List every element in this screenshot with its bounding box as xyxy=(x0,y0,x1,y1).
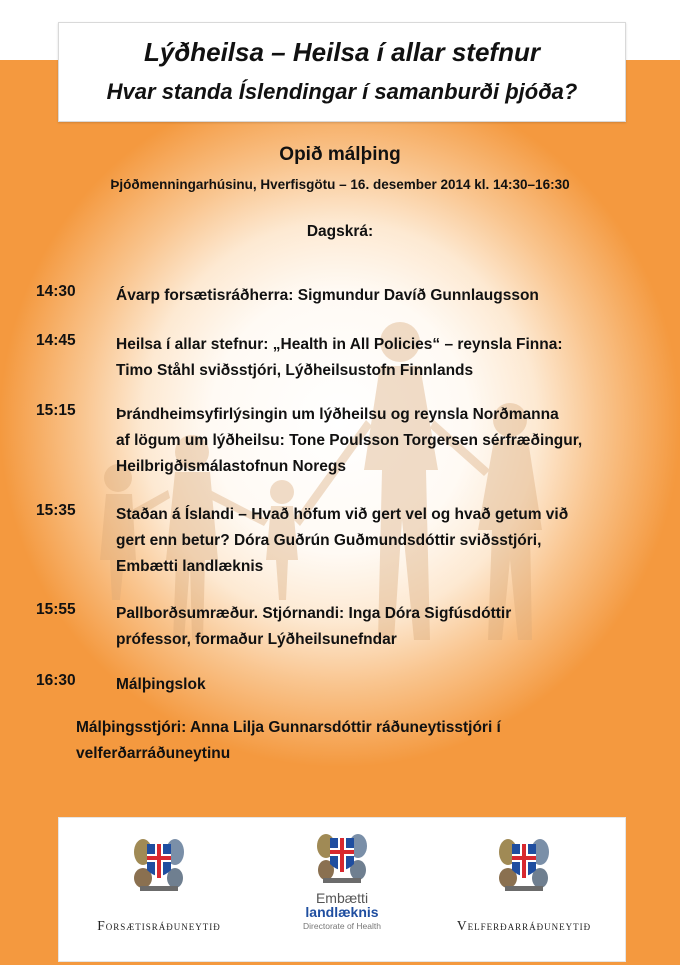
moderator-line: Málþingsstjóri: Anna Lilja Gunnarsdóttir ráðuneytisstjóri í xyxy=(76,719,501,736)
agenda-description xyxy=(116,283,656,309)
agenda-description xyxy=(116,672,656,698)
agenda-line: Þrándheimsyfirlýsingin um lýðheilsu og reynsla Norðmanna xyxy=(116,406,559,423)
ministry-name-right: Velferðarráðuneytið xyxy=(456,918,592,933)
main-subtitle: Hvar standa Íslendingar í samanburði þjóða? xyxy=(106,79,578,104)
logo-directorate-of-health xyxy=(282,826,402,931)
agenda-time: 14:30 xyxy=(36,283,76,300)
agenda-description xyxy=(116,601,656,653)
main-title: Lýðheilsa – Heilsa í allar stefnur xyxy=(144,37,540,67)
event-type: Opið málþing xyxy=(279,144,401,165)
coat-of-arms-icon xyxy=(495,830,553,892)
agenda-time: 14:45 xyxy=(36,332,76,349)
coat-of-arms-icon xyxy=(314,826,370,884)
agenda-line: Ávarp forsætisráðherra: Sigmundur Davíð Gunnlaugsson xyxy=(116,287,539,304)
agenda-description xyxy=(116,332,656,384)
agenda-line: Heilsa í allar stefnur: „Health in All Policies“ – reynsla Finna: xyxy=(116,336,563,353)
title-box xyxy=(58,22,626,122)
directorate-line3: Directorate of Health xyxy=(303,921,381,931)
agenda-line: Pallborðsumræður. Stjórnandi: Inga Dóra Sigfúsdóttir xyxy=(116,605,512,622)
agenda-line: gert enn betur? Dóra Guðrún Guðmundsdóttir sviðsstjóri, xyxy=(116,532,542,549)
footer-logos xyxy=(58,817,626,962)
directorate-line1: Embætti xyxy=(315,890,369,906)
moderator-note xyxy=(76,715,636,767)
directorate-line2: landlæknis xyxy=(305,904,379,920)
agenda-time: 16:30 xyxy=(36,672,76,689)
moderator-line: velferðarráðuneytinu xyxy=(76,745,231,762)
agenda-heading: Dagskrá: xyxy=(306,223,374,240)
agenda-line: Timo Ståhl sviðsstjóri, Lýðheilsustofn Finnlands xyxy=(116,362,474,379)
agenda-line: Staðan á Íslandi – Hvað höfum við gert vel og hvað getum við xyxy=(116,506,569,523)
logo-welfare-ministry xyxy=(431,830,617,934)
venue-date: Þjóðmenningarhúsinu, Hverfisgötu – 16. desember 2014 kl. 14:30–16:30 xyxy=(110,177,570,192)
agenda-line: Heilbrigðismálastofnun Noregs xyxy=(116,458,346,475)
agenda-time: 15:35 xyxy=(36,502,76,519)
agenda-description xyxy=(116,402,656,480)
agenda-time: 15:15 xyxy=(36,402,76,419)
agenda-line: Málþingslok xyxy=(116,676,206,693)
agenda-line: Embætti landlæknis xyxy=(116,558,264,575)
agenda-description xyxy=(116,502,656,580)
agenda-line: af lögum um lýðheilsu: Tone Poulsson Torgersen sérfræðingur, xyxy=(116,432,583,449)
agenda-line: prófessor, formaður Lýðheilsunefndar xyxy=(116,631,397,648)
agenda-time: 15:55 xyxy=(36,601,76,618)
ministry-name-left: Forsætisráðuneytið xyxy=(97,918,221,933)
logo-prime-ministers-office xyxy=(69,830,249,934)
coat-of-arms-icon xyxy=(130,830,188,892)
